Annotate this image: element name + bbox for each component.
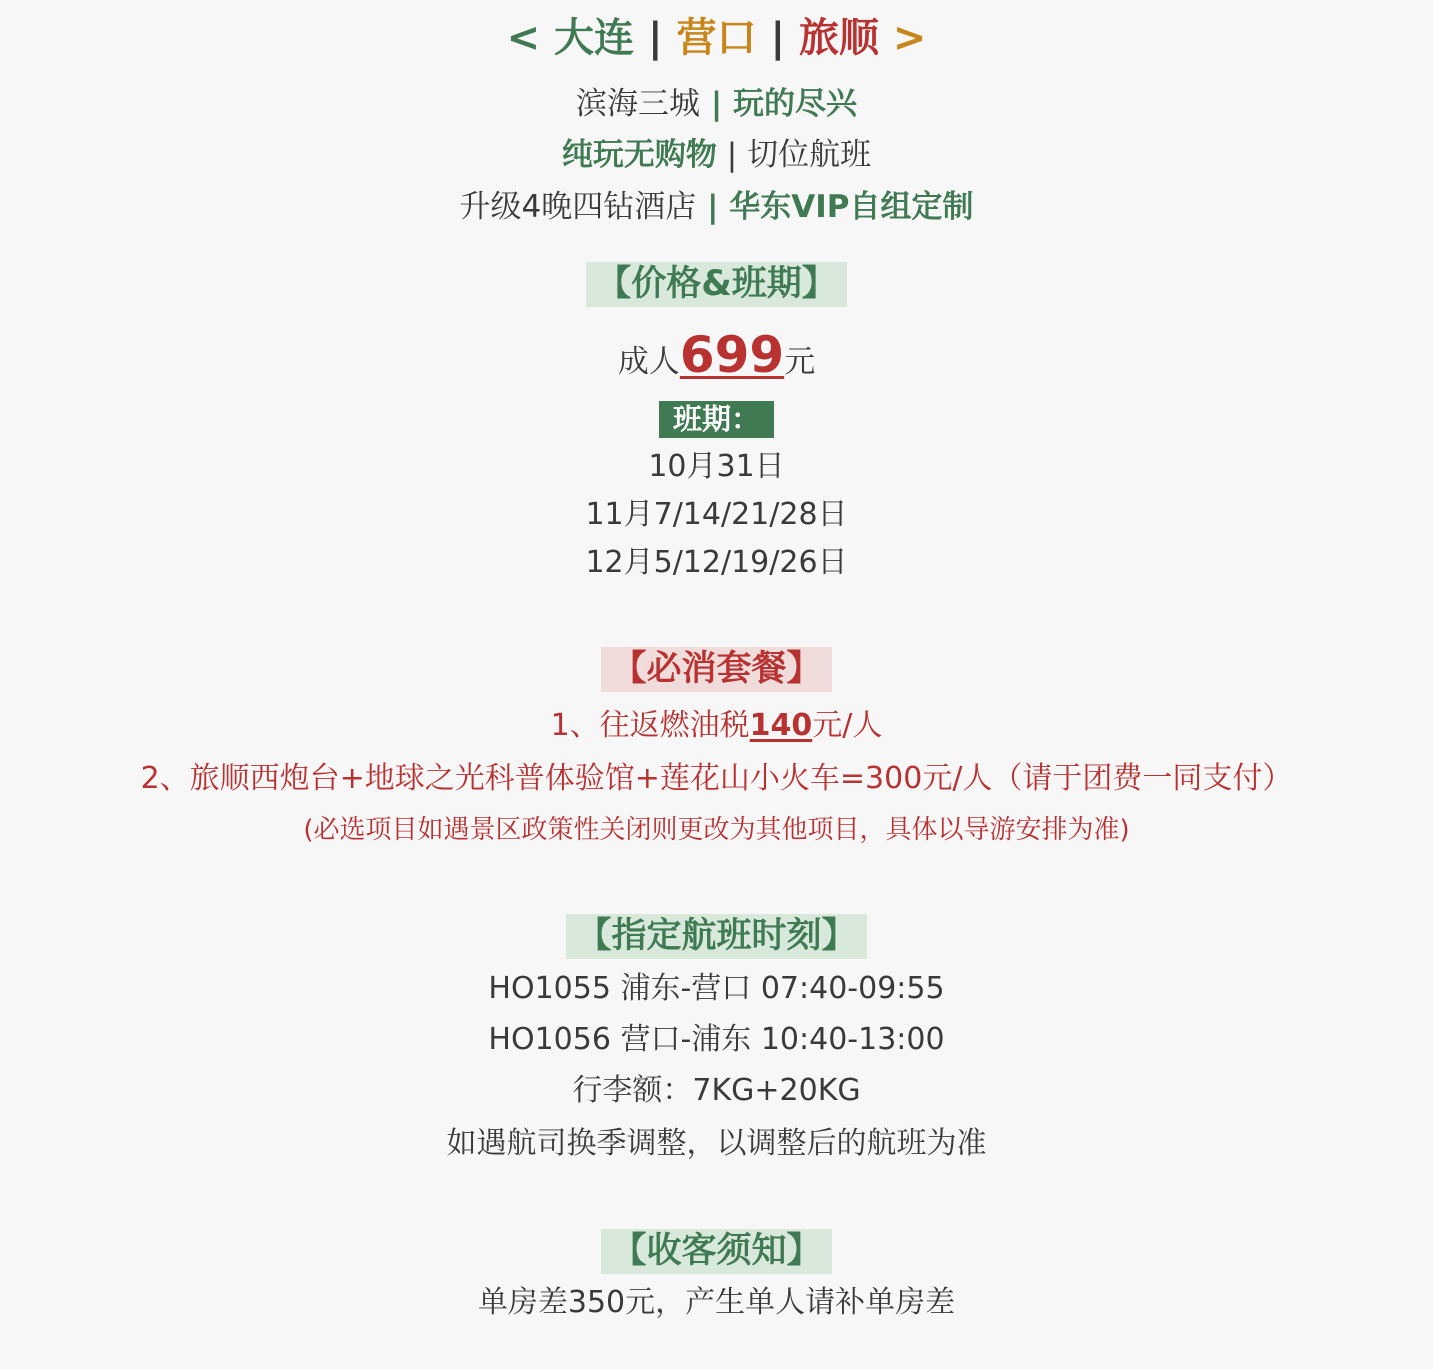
package-item-1	[0, 708, 1433, 743]
subtitle-separator: |	[716, 137, 748, 173]
subtitle-text: 升级4晚四钻酒店	[459, 189, 697, 225]
subtitle-highlight: 玩的尽兴	[732, 86, 857, 122]
left-bracket: <	[506, 15, 541, 61]
subtitle-separator: |	[700, 86, 733, 122]
title-separator: |	[770, 15, 786, 61]
city-yingkou: 营口	[676, 15, 757, 61]
subtitle-text: 切位航班	[747, 137, 872, 173]
single-room-note: 单房差350元，产生单人请补单房差	[477, 1285, 956, 1320]
package-item-2: 2、旅顺西炮台+地球之光科普体验馆+莲花山小火车=300元/人（请于团费一同支付）	[140, 761, 1293, 796]
package-note: (必选项目如遇景区政策性关闭则更改为其他项目，具体以导游安排为准)	[303, 815, 1130, 845]
subtitle-highlight: 纯玩无购物	[561, 137, 717, 173]
flight-notice: 如遇航司换季调整，以调整后的航班为准	[446, 1126, 987, 1161]
price-value: 699	[679, 326, 785, 384]
luggage-allowance: 行李额：7KG+20KG	[572, 1073, 861, 1108]
price-label: 成人	[617, 344, 680, 380]
subtitle-separator: |	[696, 189, 730, 225]
fee-value: 140	[749, 708, 813, 743]
package-section-header	[0, 647, 1433, 692]
dates-label-row	[0, 401, 1433, 438]
subtitle-line-1	[0, 86, 1433, 122]
section-title: 【必消套餐】	[601, 647, 831, 692]
subtitle-highlight: 华东VIP自组定制	[729, 189, 974, 225]
subtitle-line-2	[0, 137, 1433, 173]
city-dalian: 大连	[554, 15, 635, 61]
subtitle-line-3	[0, 189, 1433, 225]
dates-label: 班期：	[659, 401, 774, 438]
booking-section-header	[0, 1229, 1433, 1274]
section-title: 【指定航班时刻】	[566, 914, 866, 959]
fee-label: 1、往返燃油税	[550, 708, 750, 743]
adult-price	[0, 326, 1433, 384]
price-section-header	[0, 262, 1433, 307]
flight-row: HO1055 浦东-营口 07:40-09:55	[488, 971, 945, 1006]
departure-date: 12月5/12/19/26日	[585, 545, 848, 580]
route-title	[0, 15, 1433, 61]
title-separator: |	[647, 15, 663, 61]
section-title: 【价格&班期】	[586, 262, 847, 307]
price-unit: 元	[784, 344, 816, 380]
flight-section-header	[0, 914, 1433, 959]
flight-row: HO1056 营口-浦东 10:40-13:00	[488, 1022, 945, 1057]
section-title: 【收客须知】	[601, 1229, 831, 1274]
fee-unit: 元/人	[812, 708, 883, 743]
right-bracket: >	[892, 15, 927, 61]
subtitle-text: 滨海三城	[576, 86, 701, 122]
departure-date: 11月7/14/21/28日	[585, 497, 848, 532]
departure-date: 10月31日	[648, 449, 785, 484]
city-lvshun: 旅顺	[798, 15, 879, 61]
